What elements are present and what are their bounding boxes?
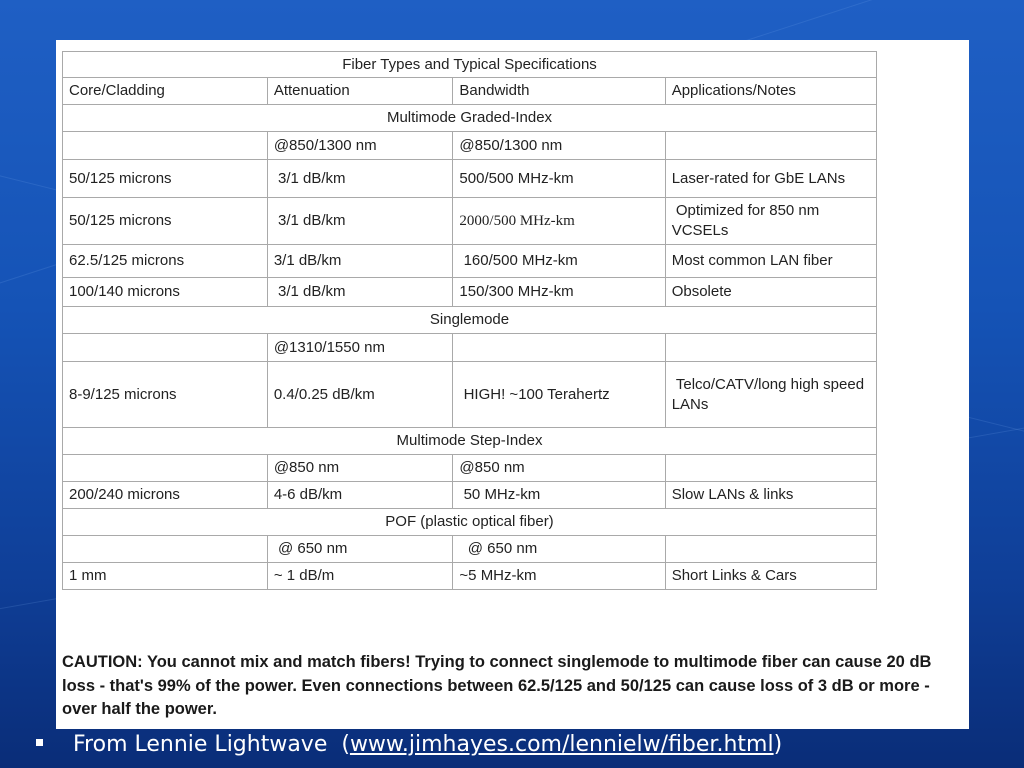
table-row [63,278,877,307]
table-cell: @850/1300 nm [267,132,453,160]
table-cell: 50 MHz-km [453,482,665,509]
section-heading: POF (plastic optical fiber) [63,509,877,536]
table-cell: 100/140 microns [63,278,268,307]
table-cell: @850 nm [267,455,453,482]
column-header: Attenuation [267,78,453,105]
table-cell: HIGH! ~100 Terahertz [453,362,665,428]
table-cell: 2000/500 MHz-km [453,198,665,245]
table-cell: Telco/CATV/long high speed LANs [665,362,876,428]
table-cell: Obsolete [665,278,876,307]
table-cell [63,455,268,482]
column-header: Applications/Notes [665,78,876,105]
table-cell: ~ 1 dB/m [267,563,453,590]
bullet-icon [36,739,43,746]
table-cell: 50/125 microns [63,160,268,198]
section-heading: Singlemode [63,307,877,334]
table-cell: 500/500 MHz-km [453,160,665,198]
table-cell [665,334,876,362]
content-panel [56,40,969,729]
source-link[interactable]: www.jimhayes.com/lennielw/fiber.html [349,732,774,757]
table-cell [63,536,268,563]
column-header: Core/Cladding [63,78,268,105]
table-cell: @ 650 nm [453,536,665,563]
caution-text: CAUTION: You cannot mix and match fibers! Trying to connect singlemode to multimode fiber can cause 20 dB loss - that's 99% of the power. Even connections between 62.5/125 and 50/125 can cause loss of 3 dB or more - over half the power. [62,653,932,718]
table-cell: 1 mm [63,563,268,590]
table-row [63,198,877,245]
table-row [63,245,877,278]
table-cell: 3/1 dB/km [267,278,453,307]
table-cell: 160/500 MHz-km [453,245,665,278]
table-cell: Most common LAN fiber [665,245,876,278]
table-cell [63,132,268,160]
table-cell: 3/1 dB/km [267,160,453,198]
table-cell: ~5 MHz-km [453,563,665,590]
table-cell: 50/125 microns [63,198,268,245]
table-cell [63,334,268,362]
table-cell: 200/240 microns [63,482,268,509]
column-header: Bandwidth [453,78,665,105]
table-cell: 3/1 dB/km [267,245,453,278]
table-row [63,563,877,590]
table-cell: Short Links & Cars [665,563,876,590]
table-cell: Optimized for 850 nm VCSELs [665,198,876,245]
table-cell: Laser-rated for GbE LANs [665,160,876,198]
table-cell: 0.4/0.25 dB/km [267,362,453,428]
table-cell: 8-9/125 microns [63,362,268,428]
fiber-spec-table [62,51,877,590]
credit-suffix: ) [773,732,783,757]
table-cell: 62.5/125 microns [63,245,268,278]
table-row [63,362,877,428]
table-cell: @850 nm [453,455,665,482]
section-heading: Multimode Graded-Index [63,105,877,132]
table-cell [665,455,876,482]
table-row [63,482,877,509]
table-cell: @ 650 nm [267,536,453,563]
source-credit [36,732,782,762]
table-cell [453,334,665,362]
credit-prefix: From Lennie Lightwave ( [73,732,350,757]
table-cell: 3/1 dB/km [267,198,453,245]
table-cell: @1310/1550 nm [267,334,453,362]
table-row [63,160,877,198]
table-cell: Slow LANs & links [665,482,876,509]
table-cell: @850/1300 nm [453,132,665,160]
table-cell [665,132,876,160]
table-cell: 150/300 MHz-km [453,278,665,307]
table-title: Fiber Types and Typical Specifications [63,52,877,78]
table-cell: 4-6 dB/km [267,482,453,509]
table-cell [665,536,876,563]
section-heading: Multimode Step-Index [63,428,877,455]
